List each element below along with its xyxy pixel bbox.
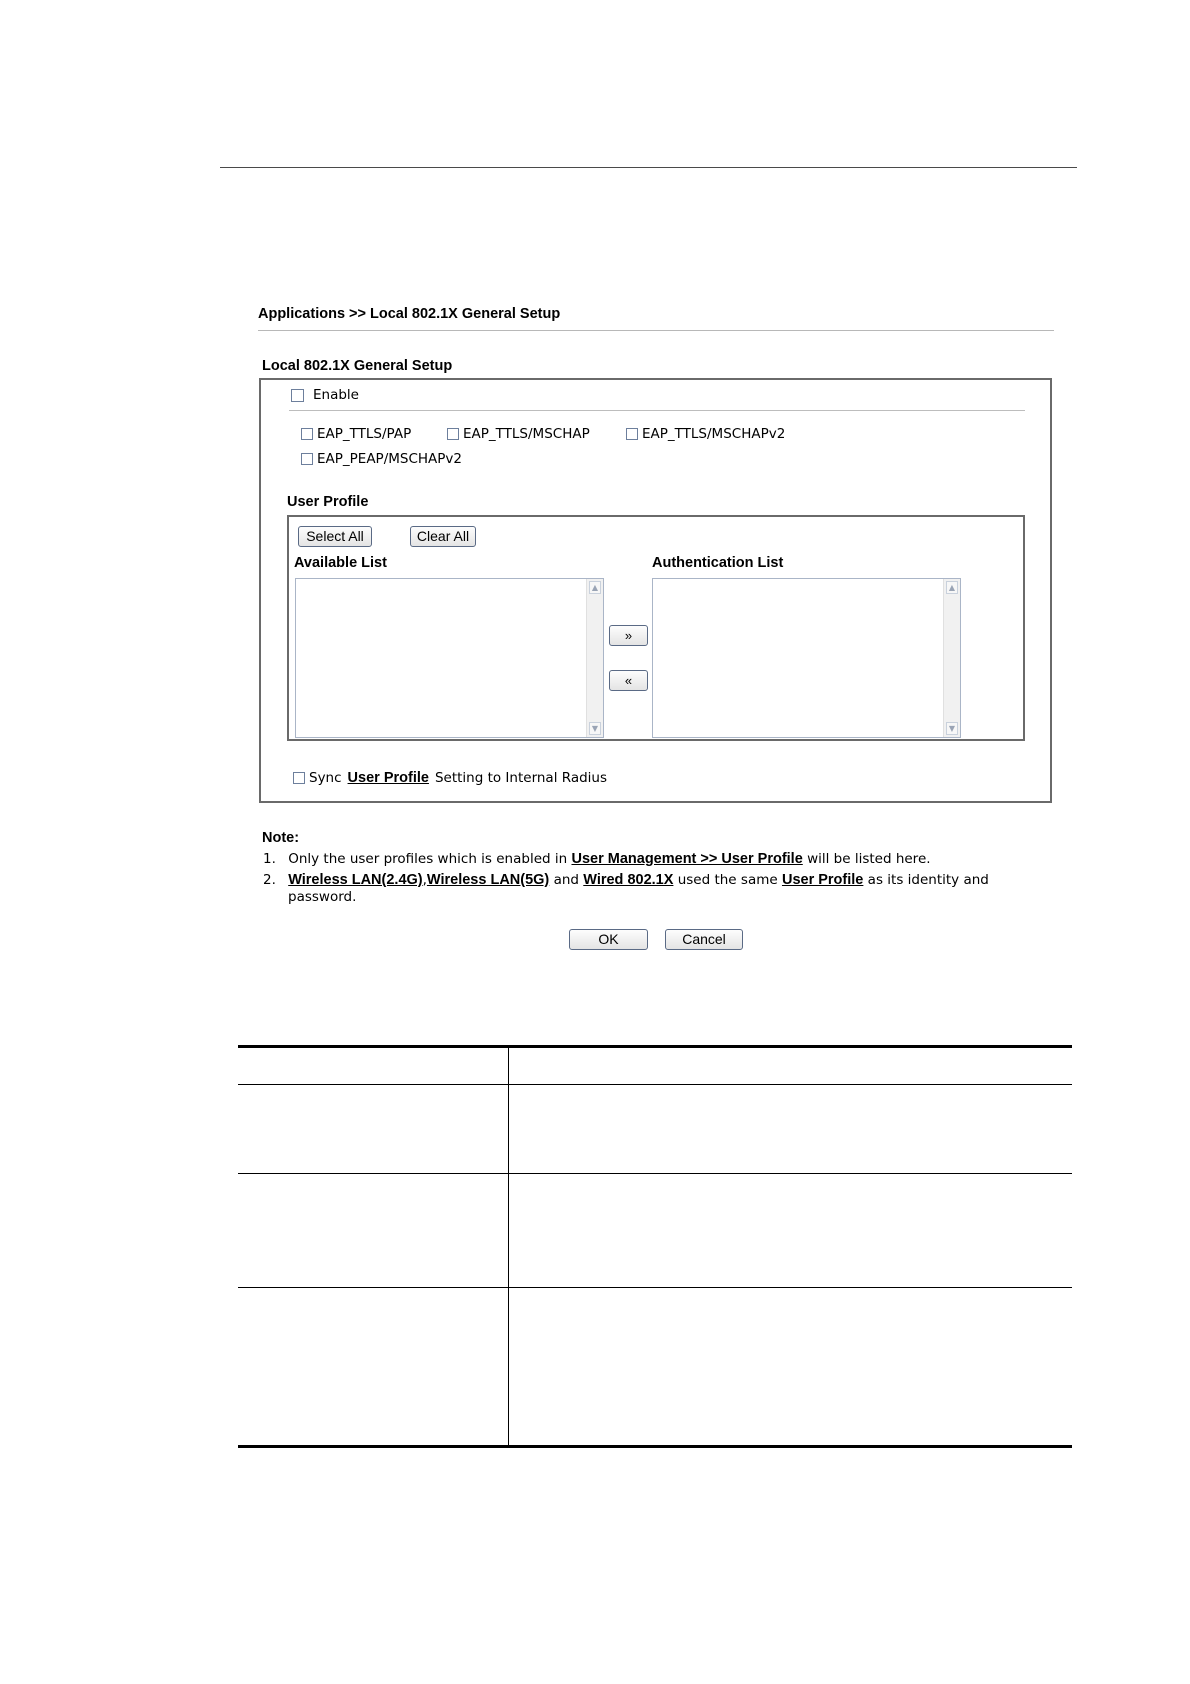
sync-checkbox[interactable]	[293, 772, 305, 784]
sync-label-prefix: Sync	[309, 770, 342, 786]
enable-checkbox[interactable]	[291, 389, 304, 402]
note-text: ,	[422, 872, 427, 888]
note-item-1	[263, 851, 931, 867]
user-management-link[interactable]: User Management >> User Profile	[571, 851, 803, 867]
page-header-rule	[220, 167, 1077, 168]
note-num: 1.	[263, 851, 276, 867]
wireless-lan-5g-link[interactable]: Wireless LAN(5G)	[426, 872, 550, 888]
user-profile-title: User Profile	[287, 494, 369, 510]
scroll-up-icon[interactable]: ▲	[946, 581, 958, 594]
eap-ttls-mschap-checkbox[interactable]	[447, 428, 459, 440]
select-all-button[interactable]: Select All	[298, 526, 372, 547]
ok-button[interactable]: OK	[569, 929, 648, 950]
breadcrumb: Applications >> Local 802.1X General Setup	[258, 306, 561, 322]
enable-label: Enable	[313, 387, 359, 403]
note-text: Only the user profiles which is enabled in	[288, 851, 568, 867]
available-list-label: Available List	[294, 555, 387, 571]
table-row-rule	[238, 1287, 1072, 1288]
authentication-list-label: Authentication List	[652, 555, 784, 571]
eap-peap-mschapv2-label: EAP_PEAP/MSCHAPv2	[317, 451, 462, 467]
eap-peap-mschapv2-checkbox[interactable]	[301, 453, 313, 465]
eap-ttls-pap-label: EAP_TTLS/PAP	[317, 426, 412, 442]
move-left-button[interactable]: «	[609, 670, 648, 691]
breadcrumb-divider	[258, 330, 1054, 331]
enable-divider	[289, 410, 1025, 411]
table-top-rule	[238, 1045, 1072, 1048]
table-column-divider	[508, 1047, 509, 1445]
enable-row	[291, 387, 359, 403]
table-header-rule	[238, 1084, 1072, 1085]
available-list-scrollbar[interactable]	[586, 579, 603, 737]
note-text: will be listed here.	[807, 851, 931, 867]
wired-8021x-link[interactable]: Wired 802.1X	[583, 872, 674, 888]
sync-label-suffix: Setting to Internal Radius	[434, 770, 608, 786]
authentication-list-scrollbar[interactable]	[943, 579, 960, 737]
clear-all-button[interactable]: Clear All	[410, 526, 476, 547]
move-right-button[interactable]: »	[609, 625, 648, 646]
note-text: used the same	[677, 872, 778, 888]
table-row-rule	[238, 1173, 1072, 1174]
note-num: 2.	[263, 872, 276, 888]
scroll-up-icon[interactable]: ▲	[589, 581, 601, 594]
authentication-list[interactable]	[652, 578, 961, 738]
sync-user-profile-link[interactable]: User Profile	[347, 770, 429, 786]
eap-ttls-mschap-label: EAP_TTLS/MSCHAP	[463, 426, 590, 442]
wireless-lan-24g-link[interactable]: Wireless LAN(2.4G)	[288, 872, 423, 888]
sync-row	[293, 770, 607, 786]
cancel-button[interactable]: Cancel	[665, 929, 743, 950]
eap-method-ttls-pap	[301, 426, 411, 442]
eap-ttls-mschapv2-checkbox[interactable]	[626, 428, 638, 440]
scroll-down-icon[interactable]: ▼	[589, 722, 601, 735]
eap-method-peap-mschapv2	[301, 451, 462, 467]
note-text: and	[553, 872, 579, 888]
note-item-2-line2: password.	[288, 889, 357, 905]
section-title: Local 802.1X General Setup	[262, 358, 453, 374]
note-item-2	[263, 872, 989, 888]
user-profile-link[interactable]: User Profile	[781, 872, 864, 888]
scroll-down-icon[interactable]: ▼	[946, 722, 958, 735]
available-list[interactable]	[295, 578, 604, 738]
note-title: Note:	[262, 830, 300, 846]
eap-ttls-pap-checkbox[interactable]	[301, 428, 313, 440]
eap-method-ttls-mschap	[447, 426, 590, 442]
table-bottom-rule	[238, 1445, 1072, 1448]
eap-method-ttls-mschapv2	[626, 426, 785, 442]
eap-ttls-mschapv2-label: EAP_TTLS/MSCHAPv2	[642, 426, 786, 442]
note-text: as its identity and	[867, 872, 989, 888]
